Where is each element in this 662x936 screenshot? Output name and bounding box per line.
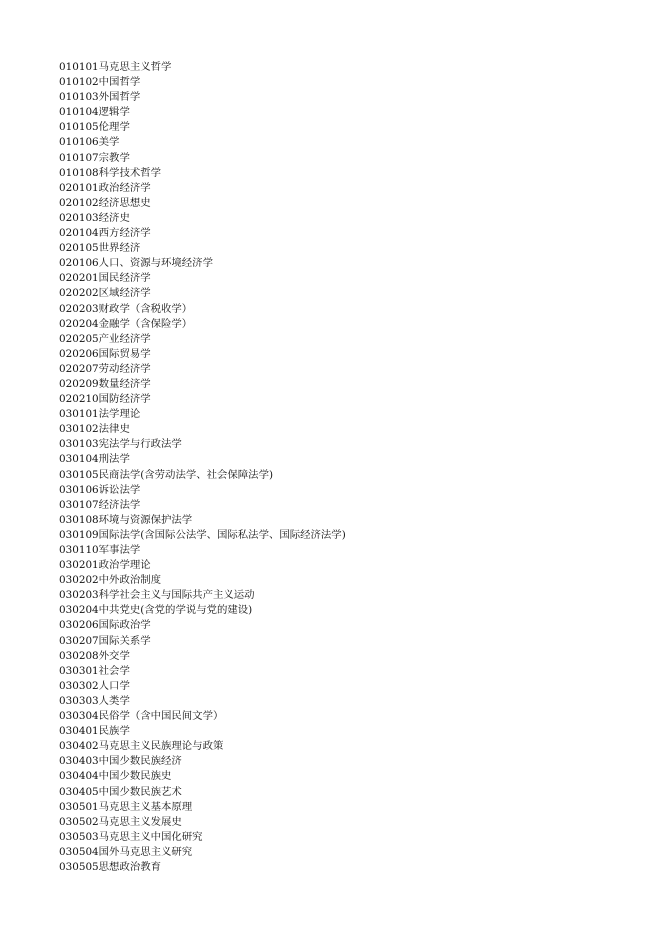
discipline-entry: 020102经济思想史 (59, 196, 151, 209)
discipline-entry: 030104刑法学 (59, 453, 130, 466)
discipline-entry: 020103经济史 (59, 211, 130, 224)
discipline-entry: 010101马克思主义哲学 (59, 61, 172, 73)
discipline-entry: 030302人口学 (59, 679, 130, 692)
discipline-entry: 030503马克思主义中国化研究 (59, 830, 203, 843)
discipline-entry: 020209数量经济学 (59, 377, 151, 390)
discipline-entry: 010104逻辑学 (59, 106, 130, 119)
discipline-entry: 030203科学社会主义与国际共产主义运动 (59, 589, 255, 602)
discipline-entry: 020210国防经济学 (59, 393, 151, 406)
discipline-entry: 030204中共党史(含党的学说与党的建设) (59, 604, 253, 617)
discipline-entry: 030505思想政治教育 (59, 860, 162, 873)
discipline-entry: 020106人口、资源与环境经济学 (59, 257, 213, 270)
discipline-entry: 030301社会学 (59, 664, 130, 677)
discipline-entry: 030105民商法学(含劳动法学、社会保障法学) (59, 468, 274, 481)
discipline-entry: 030401民族学 (59, 725, 130, 738)
discipline-entry: 010103外国哲学 (59, 91, 141, 104)
discipline-list (59, 60, 619, 875)
discipline-entry: 020201国民经济学 (59, 272, 151, 285)
discipline-entry: 020207劳动经济学 (59, 362, 151, 375)
discipline-entry: 030403中国少数民族经济 (59, 755, 182, 768)
discipline-entry: 020202区域经济学 (59, 287, 151, 300)
discipline-entry: 030202中外政治制度 (59, 574, 162, 587)
discipline-entry: 030304民俗学（含中国民间文学） (59, 710, 224, 723)
discipline-entry: 010106美学 (59, 136, 120, 149)
discipline-entry: 030208外交学 (59, 649, 130, 662)
discipline-entry: 030207国际关系学 (59, 634, 151, 647)
discipline-entry: 020203财政学（含税收学） (59, 302, 193, 315)
discipline-entry: 010107宗教学 (59, 151, 130, 164)
discipline-entry: 030110军事法学 (59, 544, 141, 556)
discipline-entry: 020204金融学（含保险学） (59, 317, 193, 330)
discipline-entry: 030102法律史 (59, 423, 130, 436)
discipline-entry: 030103宪法学与行政法学 (59, 438, 182, 451)
discipline-entry: 030201政治学理论 (59, 559, 151, 572)
discipline-entry: 030405中国少数民族艺术 (59, 785, 182, 798)
discipline-entry: 010108科学技术哲学 (59, 166, 162, 179)
discipline-entry: 020101政治经济学 (59, 181, 151, 194)
discipline-entry: 030206国际政治学 (59, 619, 151, 632)
discipline-entry: 030108环境与资源保护法学 (59, 513, 193, 526)
discipline-entry: 030101法学理论 (59, 408, 141, 421)
discipline-entry: 030402马克思主义民族理论与政策 (59, 740, 224, 753)
discipline-entry: 030501马克思主义基本原理 (59, 800, 193, 813)
discipline-entry: 030404中国少数民族史 (59, 770, 172, 783)
discipline-entry: 020105世界经济 (59, 242, 141, 255)
discipline-entry: 030106诉讼法学 (59, 483, 141, 496)
discipline-entry: 020205产业经济学 (59, 332, 151, 345)
discipline-entry: 030504国外马克思主义研究 (59, 845, 193, 858)
discipline-entry: 020206国际贸易学 (59, 347, 151, 360)
discipline-entry: 010102中国哲学 (59, 76, 141, 89)
discipline-entry: 030109国际法学(含国际公法学、国际私法学、国际经济法学) (59, 528, 346, 541)
discipline-entry: 010105伦理学 (59, 121, 130, 134)
discipline-entry: 030303人类学 (59, 694, 130, 707)
discipline-entry: 030502马克思主义发展史 (59, 815, 182, 828)
discipline-entry: 030107经济法学 (59, 498, 141, 511)
discipline-entry: 020104西方经济学 (59, 227, 151, 240)
